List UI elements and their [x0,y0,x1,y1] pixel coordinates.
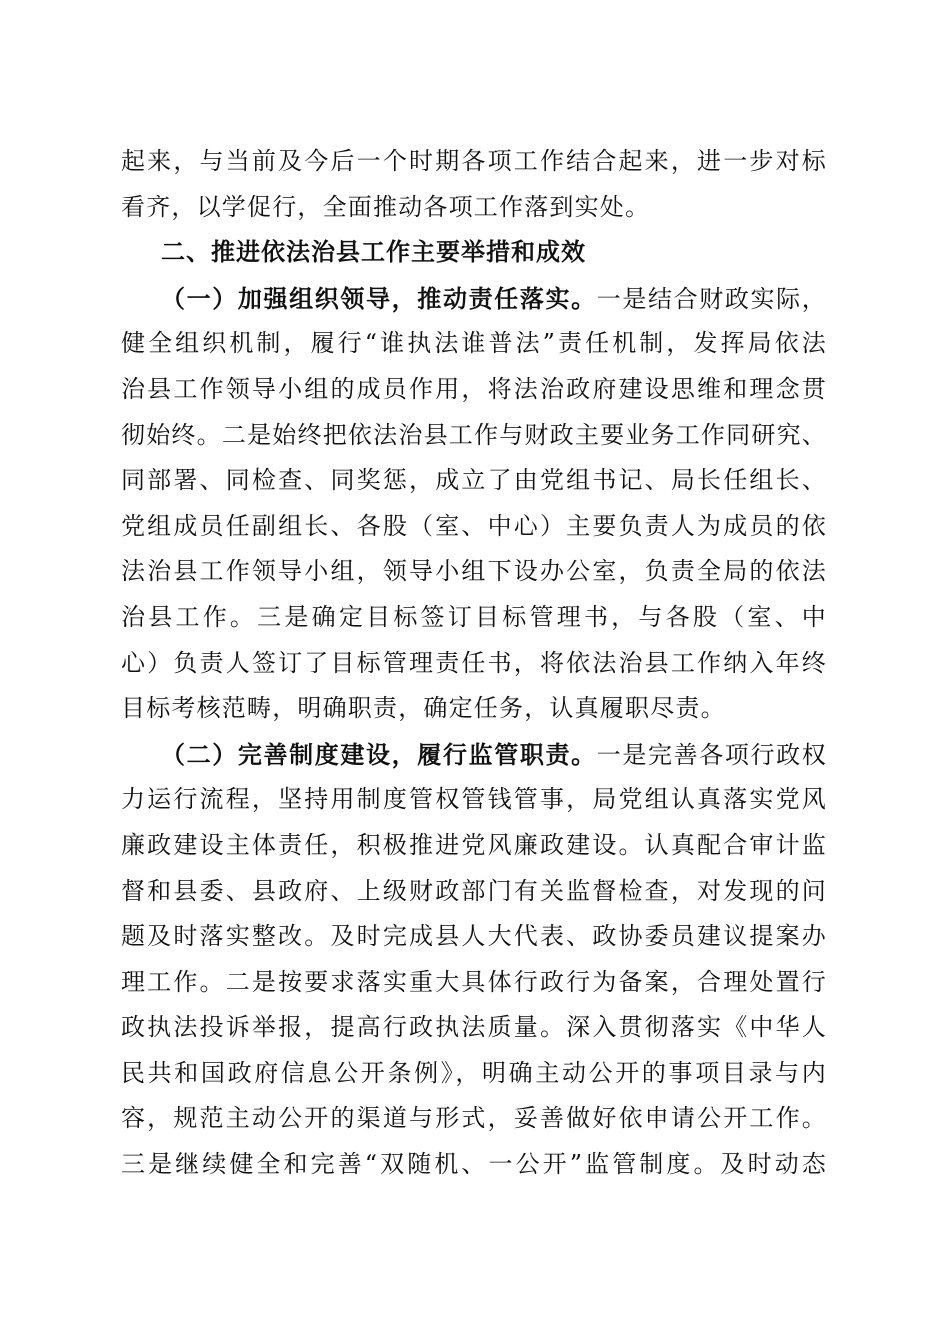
para2-line-4: 督和县委、县政府、上级财政部门有关监督检查，对发现的问 [121,876,827,905]
para1-line-2: 健全组织机制，履行“谁执法谁普法”责任机制，发挥局依法 [121,329,827,358]
para2-line-2: 力运行流程，坚持用制度管权管钱管事，局党组认真落实党风 [121,785,827,814]
para1-line-9: 心）负责人签订了目标管理责任书，将依法治县工作纳入年终 [121,648,827,677]
para1-line-4: 彻始终。二是始终把依法治县工作与财政主要业务工作同研究、 [121,420,827,449]
section-heading: 二、推进依法治县工作主要举措和成效 [161,238,586,267]
para1-line-6: 党组成员任副组长、各股（室、中心）主要负责人为成员的依 [121,511,827,540]
para2-line-1 [121,732,827,778]
para1-line-5: 同部署、同检查、同奖惩，成立了由党组书记、局长任组长、 [121,466,827,495]
document-body [121,139,827,1188]
para1-line-7: 法治县工作领导小组，领导小组下设办公室，负责全局的依法 [121,557,827,586]
para2-line1-rest: 一是完善各项行政权 [596,740,827,769]
para2-line-9: 容，规范主动公开的渠道与形式，妥善做好依申请公开工作。 [121,1104,827,1133]
para1-line-3: 治县工作领导小组的成员作用，将法治政府建设思维和理念贯 [121,374,827,403]
para2-lead: （二）完善制度建设，履行监管职责。 [161,739,597,769]
para2-line-8: 民共和国政府信息公开条例》，明确主动公开的事项目录与内 [121,1058,827,1087]
para2-line-7: 政执法投诉举报，提高行政执法质量。深入贯彻落实《中华人 [121,1013,827,1042]
para2-line-5: 题及时落实整改。及时完成县人大代表、政协委员建议提案办 [121,922,827,951]
para2-line-3: 廉政建设主体责任，积极推进党风廉政建设。认真配合审计监 [121,830,827,859]
intro-line-1: 起来，与当前及今后一个时期各项工作结合起来，进一步对标 [121,147,827,175]
para1-lead: （一）加强组织领导，推动责任落实。 [161,283,597,313]
para2-line-6: 理工作。二是按要求落实重大具体行政行为备案，合理处置行 [121,967,827,996]
intro-line-2: 看齐，以学促行，全面推动各项工作落到实处。 [121,192,651,221]
para1-line-8: 治县工作。三是确定目标签订目标管理书，与各股（室、中 [121,602,827,631]
para2-line-10: 三是继续健全和完善“双随机、一公开”监管制度。及时动态 [121,1150,827,1179]
para1-line-1 [121,276,827,322]
para1-line1-rest: 一是结合财政实际， [596,284,827,313]
para1-line-10: 目标考核范畴，明确职责，确定任务，认真履职尽责。 [121,694,726,723]
